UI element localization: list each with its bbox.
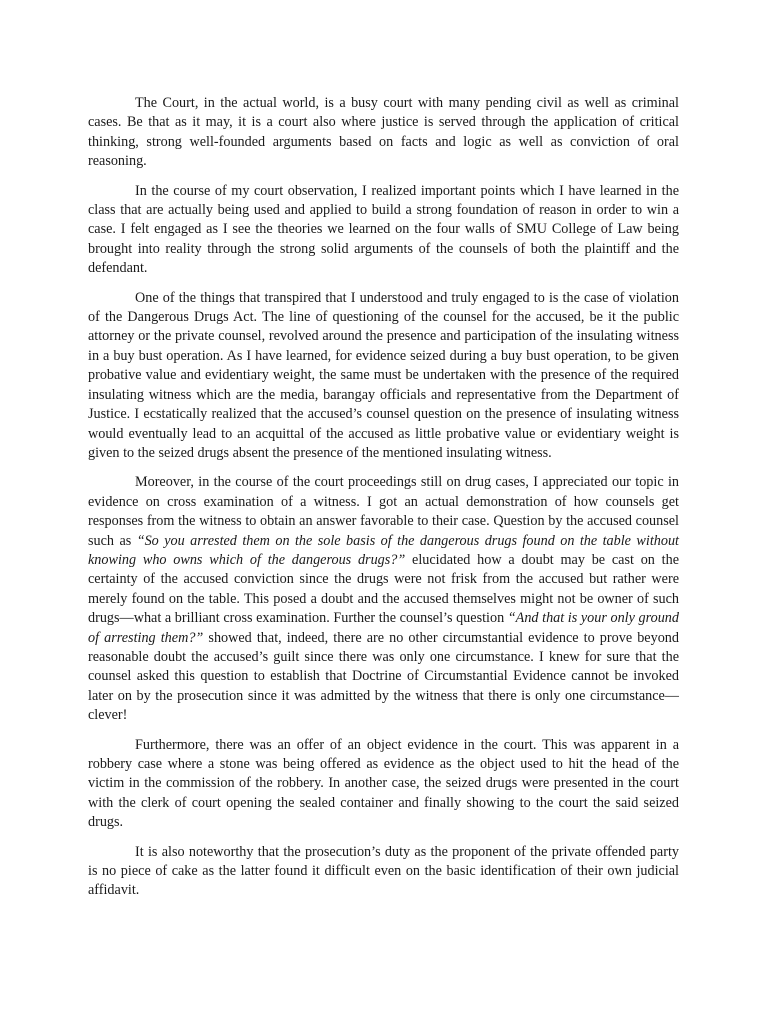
- quoted-question: “So you arrested them on the sole basis of the dangerous drugs found on the table without knowing who owns which of the dangerous drugs?”: [88, 532, 679, 568]
- document-page: [88, 94, 679, 901]
- paragraph-text: elucidated how a doubt may be cast on the certainty of the accused conviction since the drugs were not frisk from the accused but rather were merely found on the table. This posed a doubt and the accused themselves might not be owner of such drugs—what a brilliant cross examination. Further the counsel’s question: [88, 551, 679, 627]
- paragraph-cross-examination: [88, 473, 679, 725]
- paragraph-text: In the course of my court observation, I realized important points which I have learned in the class that are actually being used and applied to build a strong foundation of reason in order to win a case. I felt engaged as I see the theories we learned on the four walls of SMU College of Law being brought into reality through the strong solid arguments of the counsels of both the plaintiff and the defendant.: [88, 182, 679, 277]
- paragraph-text: showed that, indeed, there are no other circumstantial evidence to prove beyond reasonable doubt the accused’s guilt since there was only one circumstance. I knew for sure that the counsel asked this question to establish that Doctrine of Circumstantial Evidence cannot be invoked later on by the prosecution since it was admitted by the witness that there is only one circumstance—clever!: [88, 629, 679, 724]
- paragraph-text: The Court, in the actual world, is a busy court with many pending civil as well as criminal cases. Be that as it may, it is a court also where justice is served through the application of critical thinking, strong well-founded arguments based on facts and logic as well as conviction of oral reasoning.: [88, 95, 679, 170]
- paragraph-prosecution-duty: [88, 843, 679, 901]
- paragraph-court-intro: [88, 94, 679, 172]
- paragraph-text: Moreover, in the course of the court proceedings still on drug cases, I appreciated our topic in evidence on cross examination of a witness. I got an actual demonstration of how counsels get responses from the witness to obtain an answer favorable to their case. Question by the accused counsel such as: [88, 474, 679, 549]
- paragraph-text: Furthermore, there was an offer of an object evidence in the court. This was apparent in a robbery case where a stone was being offered as evidence as the object used to hit the head of the victim in the commission of the robbery. In another case, the seized drugs were presented in the court with the clerk of court opening the sealed container and finally showing to the court the said seized drugs.: [88, 736, 679, 831]
- paragraph-court-observation: [88, 182, 679, 279]
- paragraph-dangerous-drugs-act: [88, 289, 679, 464]
- paragraph-object-evidence: [88, 736, 679, 833]
- quoted-question: “And that is your only ground of arresting them?”: [88, 610, 679, 646]
- paragraph-text: One of the things that transpired that I understood and truly engaged to is the case of violation of the Dangerous Drugs Act. The line of questioning of the counsel for the accused, be it the public attorney or the private counsel, revolved around the presence and participation of the insulating witness in a buy bust operation. As I have learned, for evidence seized during a buy bust operation, to be given probative value and evidentiary weight, the same must be undertaken with the presence of the required insulating witness which are the media, barangay officials and representative from the Department of Justice. I ecstatically realized that the accused’s counsel question on the presence of insulating witness would eventually lead to an acquittal of the accused as little probative value or evidentiary weight is given to the seized drugs absent the presence of the mentioned insulating witness.: [88, 289, 679, 461]
- paragraph-text: It is also noteworthy that the prosecution’s duty as the proponent of the private offended party is no piece of cake as the latter found it difficult even on the basic identification of their own judicial affidavit.: [88, 843, 679, 899]
